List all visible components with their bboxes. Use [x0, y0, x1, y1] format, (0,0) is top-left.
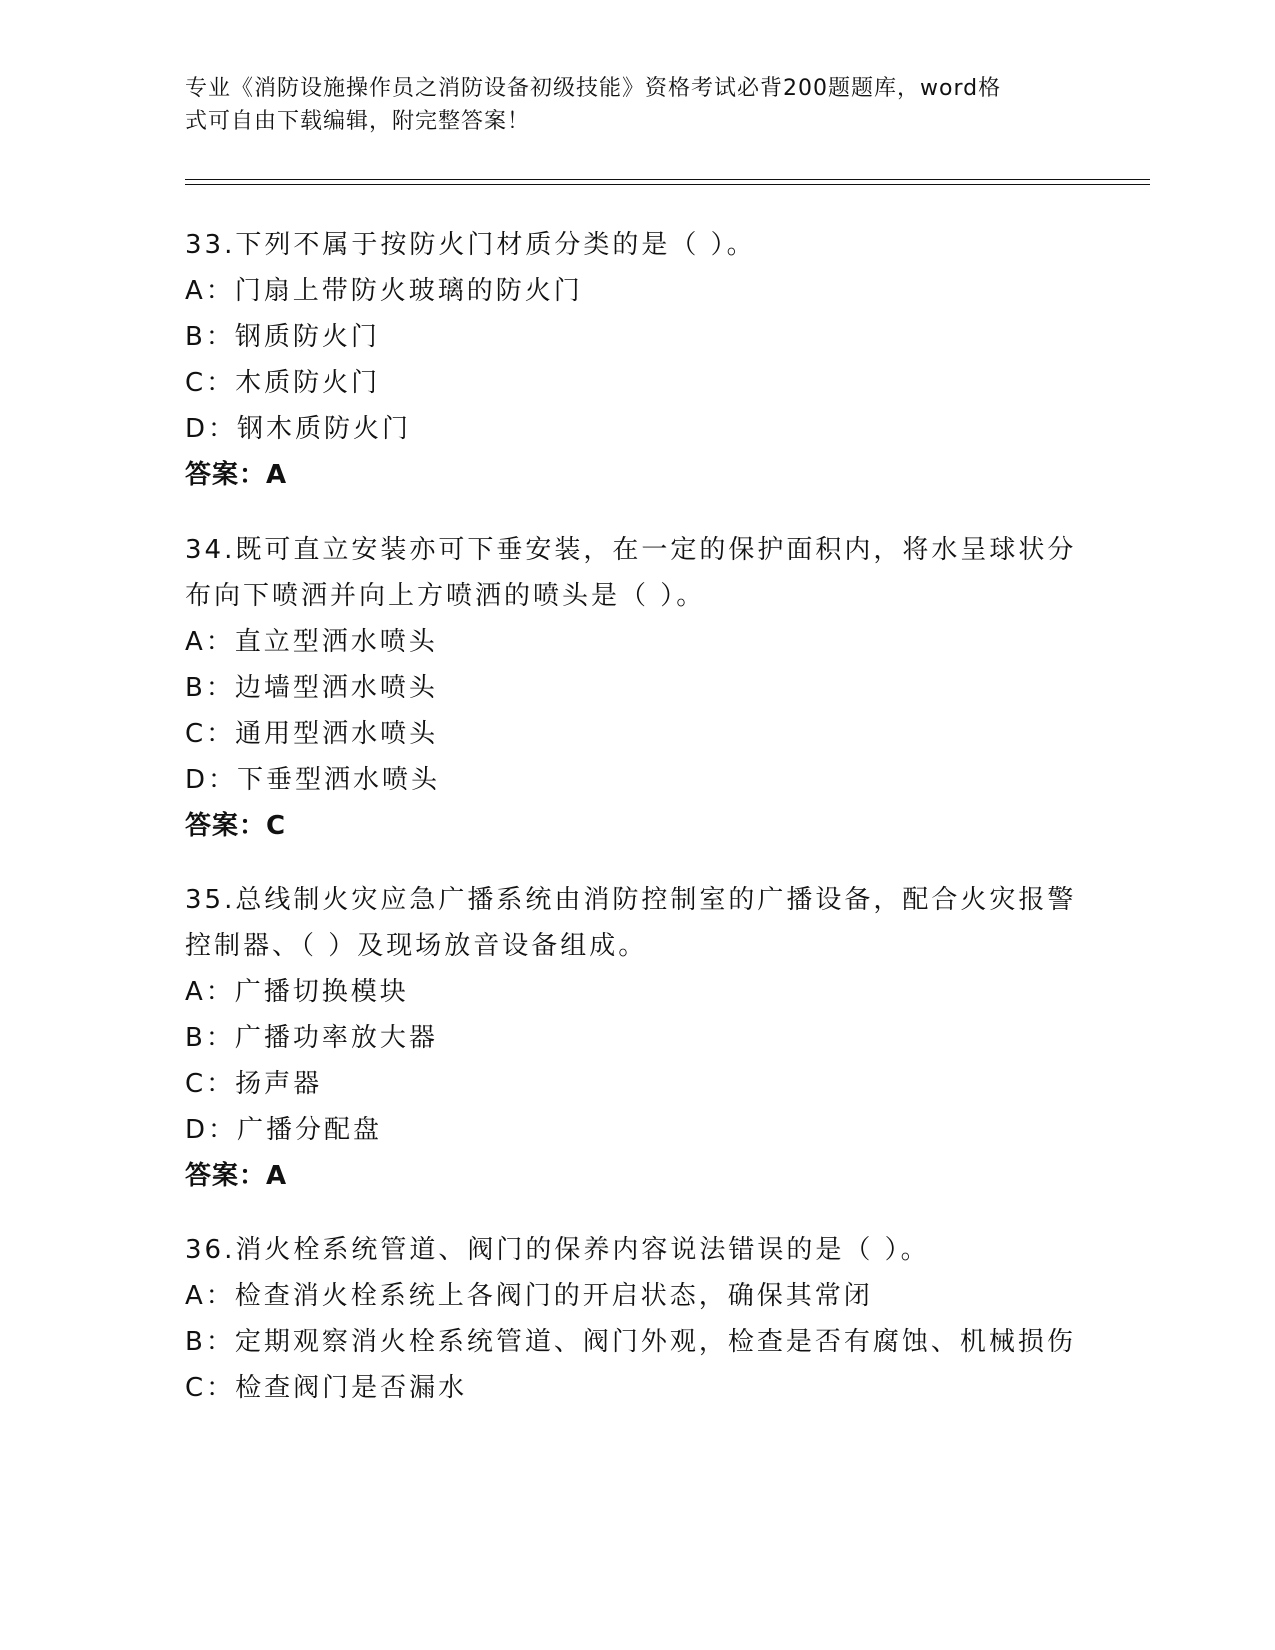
question-stem-continued: 布向下喷洒并向上方喷洒的喷头是（ ）。	[185, 581, 706, 611]
question-stem: 33.下列不属于按防火门材质分类的是（ ）。	[185, 230, 756, 260]
question-33	[185, 222, 1085, 498]
document-header	[185, 72, 1065, 138]
header-divider-top	[185, 179, 1150, 180]
option-c: C：检查阀门是否漏水	[185, 1373, 468, 1403]
header-line-1: 专业《消防设施操作员之消防设备初级技能》资格考试必背200题题库，word格	[185, 76, 1002, 101]
option-a: A：检查消火栓系统上各阀门的开启状态，确保其常闭	[185, 1281, 873, 1311]
question-36	[185, 1227, 1085, 1411]
question-stem-continued: 控制器、（ ）及现场放音设备组成。	[185, 931, 648, 961]
question-35	[185, 877, 1085, 1199]
option-b: B：边墙型洒水喷头	[185, 673, 438, 703]
option-a: A：广播切换模块	[185, 977, 409, 1007]
option-c: C：木质防火门	[185, 368, 381, 398]
option-b: B：广播功率放大器	[185, 1023, 438, 1053]
question-stem: 35.总线制火灾应急广播系统由消防控制室的广播设备，配合火灾报警	[185, 885, 1077, 915]
option-b: B：定期观察消火栓系统管道、阀门外观，检查是否有腐蚀、机械损伤	[185, 1327, 1076, 1357]
question-34	[185, 527, 1085, 849]
option-d: D：下垂型洒水喷头	[185, 765, 441, 795]
option-c: C：通用型洒水喷头	[185, 719, 439, 749]
option-d: D：广播分配盘	[185, 1115, 383, 1145]
header-line-2: 式可自由下载编辑，附完整答案！	[185, 109, 531, 134]
option-a: A：直立型洒水喷头	[185, 627, 438, 657]
header-divider-bottom	[185, 184, 1150, 185]
question-stem: 36.消火栓系统管道、阀门的保养内容说法错误的是（ ）。	[185, 1235, 930, 1265]
option-c: C：扬声器	[185, 1069, 323, 1099]
question-stem: 34.既可直立安装亦可下垂安装，在一定的保护面积内，将水呈球状分	[185, 535, 1077, 565]
option-a: A：门扇上带防火玻璃的防火门	[185, 276, 583, 306]
answer-line: 答案：A	[185, 1161, 288, 1191]
option-b: B：钢质防火门	[185, 322, 380, 352]
answer-line: 答案：C	[185, 811, 287, 841]
option-d: D：钢木质防火门	[185, 414, 412, 444]
answer-line: 答案：A	[185, 460, 288, 490]
